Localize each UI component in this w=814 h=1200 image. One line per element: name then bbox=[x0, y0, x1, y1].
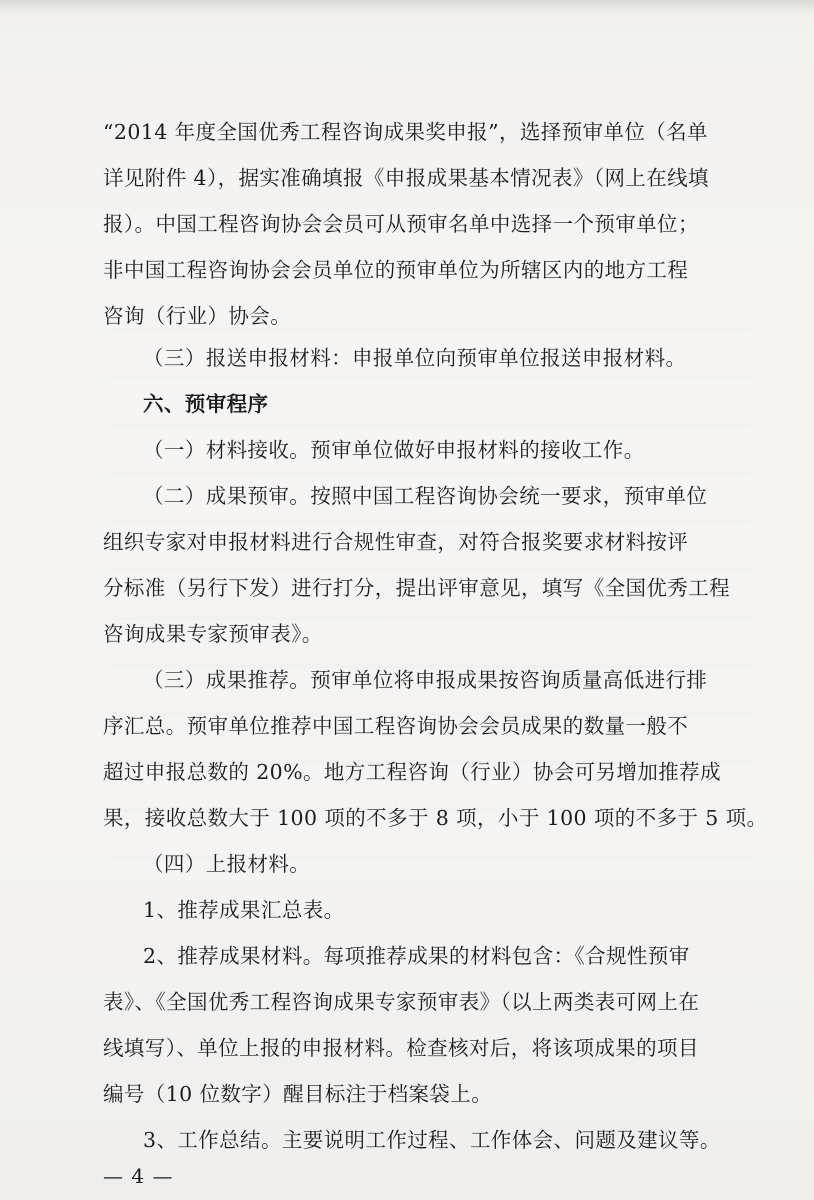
paragraph-line: （二）成果预审。按照中国工程咨询协会统一要求，预审单位 bbox=[143, 484, 708, 508]
text-line: 咨询成果专家预审表》。 bbox=[103, 622, 323, 646]
text-line: 线填写）、单位上报的申报材料。检查核对后，将该项成果的项目 bbox=[103, 1036, 699, 1060]
paragraph-line: 3、工作总结。主要说明工作过程、工作体会、问题及建议等。 bbox=[143, 1128, 721, 1152]
paragraph-line: 1、推荐成果汇总表。 bbox=[143, 898, 345, 922]
paragraph-line: （一）材料接收。预审单位做好申报材料的接收工作。 bbox=[143, 438, 645, 462]
text-line: 非中国工程咨询协会会员单位的预审单位为所辖区内的地方工程 bbox=[103, 258, 689, 282]
paragraph-line: （三）报送申报材料：申报单位向预审单位报送申报材料。 bbox=[143, 346, 687, 370]
paragraph-line: （四）上报材料。 bbox=[143, 852, 311, 876]
text-line: 详见附件 4），据实准确填报《申报成果基本情况表》（网上在线填 bbox=[103, 166, 709, 190]
page-number: — 4 — bbox=[103, 1164, 174, 1188]
text-line: 分标准（另行下发）进行打分，提出评审意见，填写《全国优秀工程 bbox=[103, 576, 730, 600]
text-line: 序汇总。预审单位推荐中国工程咨询协会会员成果的数量一般不 bbox=[103, 714, 689, 738]
paragraph-line: 2、推荐成果材料。每项推荐成果的材料包含：《合规性预审 bbox=[143, 944, 690, 968]
text-line: 超过申报总数的 20%。地方工程咨询（行业）协会可另增加推荐成 bbox=[103, 760, 721, 784]
text-line: 报）。中国工程咨询协会会员可从预审名单中选择一个预审单位； bbox=[103, 212, 699, 236]
text-line: 果，接收总数大于 100 项的不多于 8 项，小于 100 项的不多于 5 项。 bbox=[103, 806, 768, 830]
text-line: 咨询（行业）协会。 bbox=[103, 304, 292, 328]
text-line: 组织专家对申报材料进行合规性审查，对符合报奖要求材料按评 bbox=[103, 530, 689, 554]
text-line: “2014 年度全国优秀工程咨询成果奖申报”，选择预审单位（名单 bbox=[103, 120, 708, 144]
section-heading: 六、预审程序 bbox=[143, 392, 269, 416]
paragraph-line: （三）成果推荐。预审单位将申报成果按咨询质量高低进行排 bbox=[143, 668, 708, 692]
text-line: 表》、《全国优秀工程咨询成果专家预审表》（以上两类表可网上在 bbox=[103, 990, 700, 1014]
text-line: 编号（10 位数字）醒目标注于档案袋上。 bbox=[103, 1082, 493, 1106]
